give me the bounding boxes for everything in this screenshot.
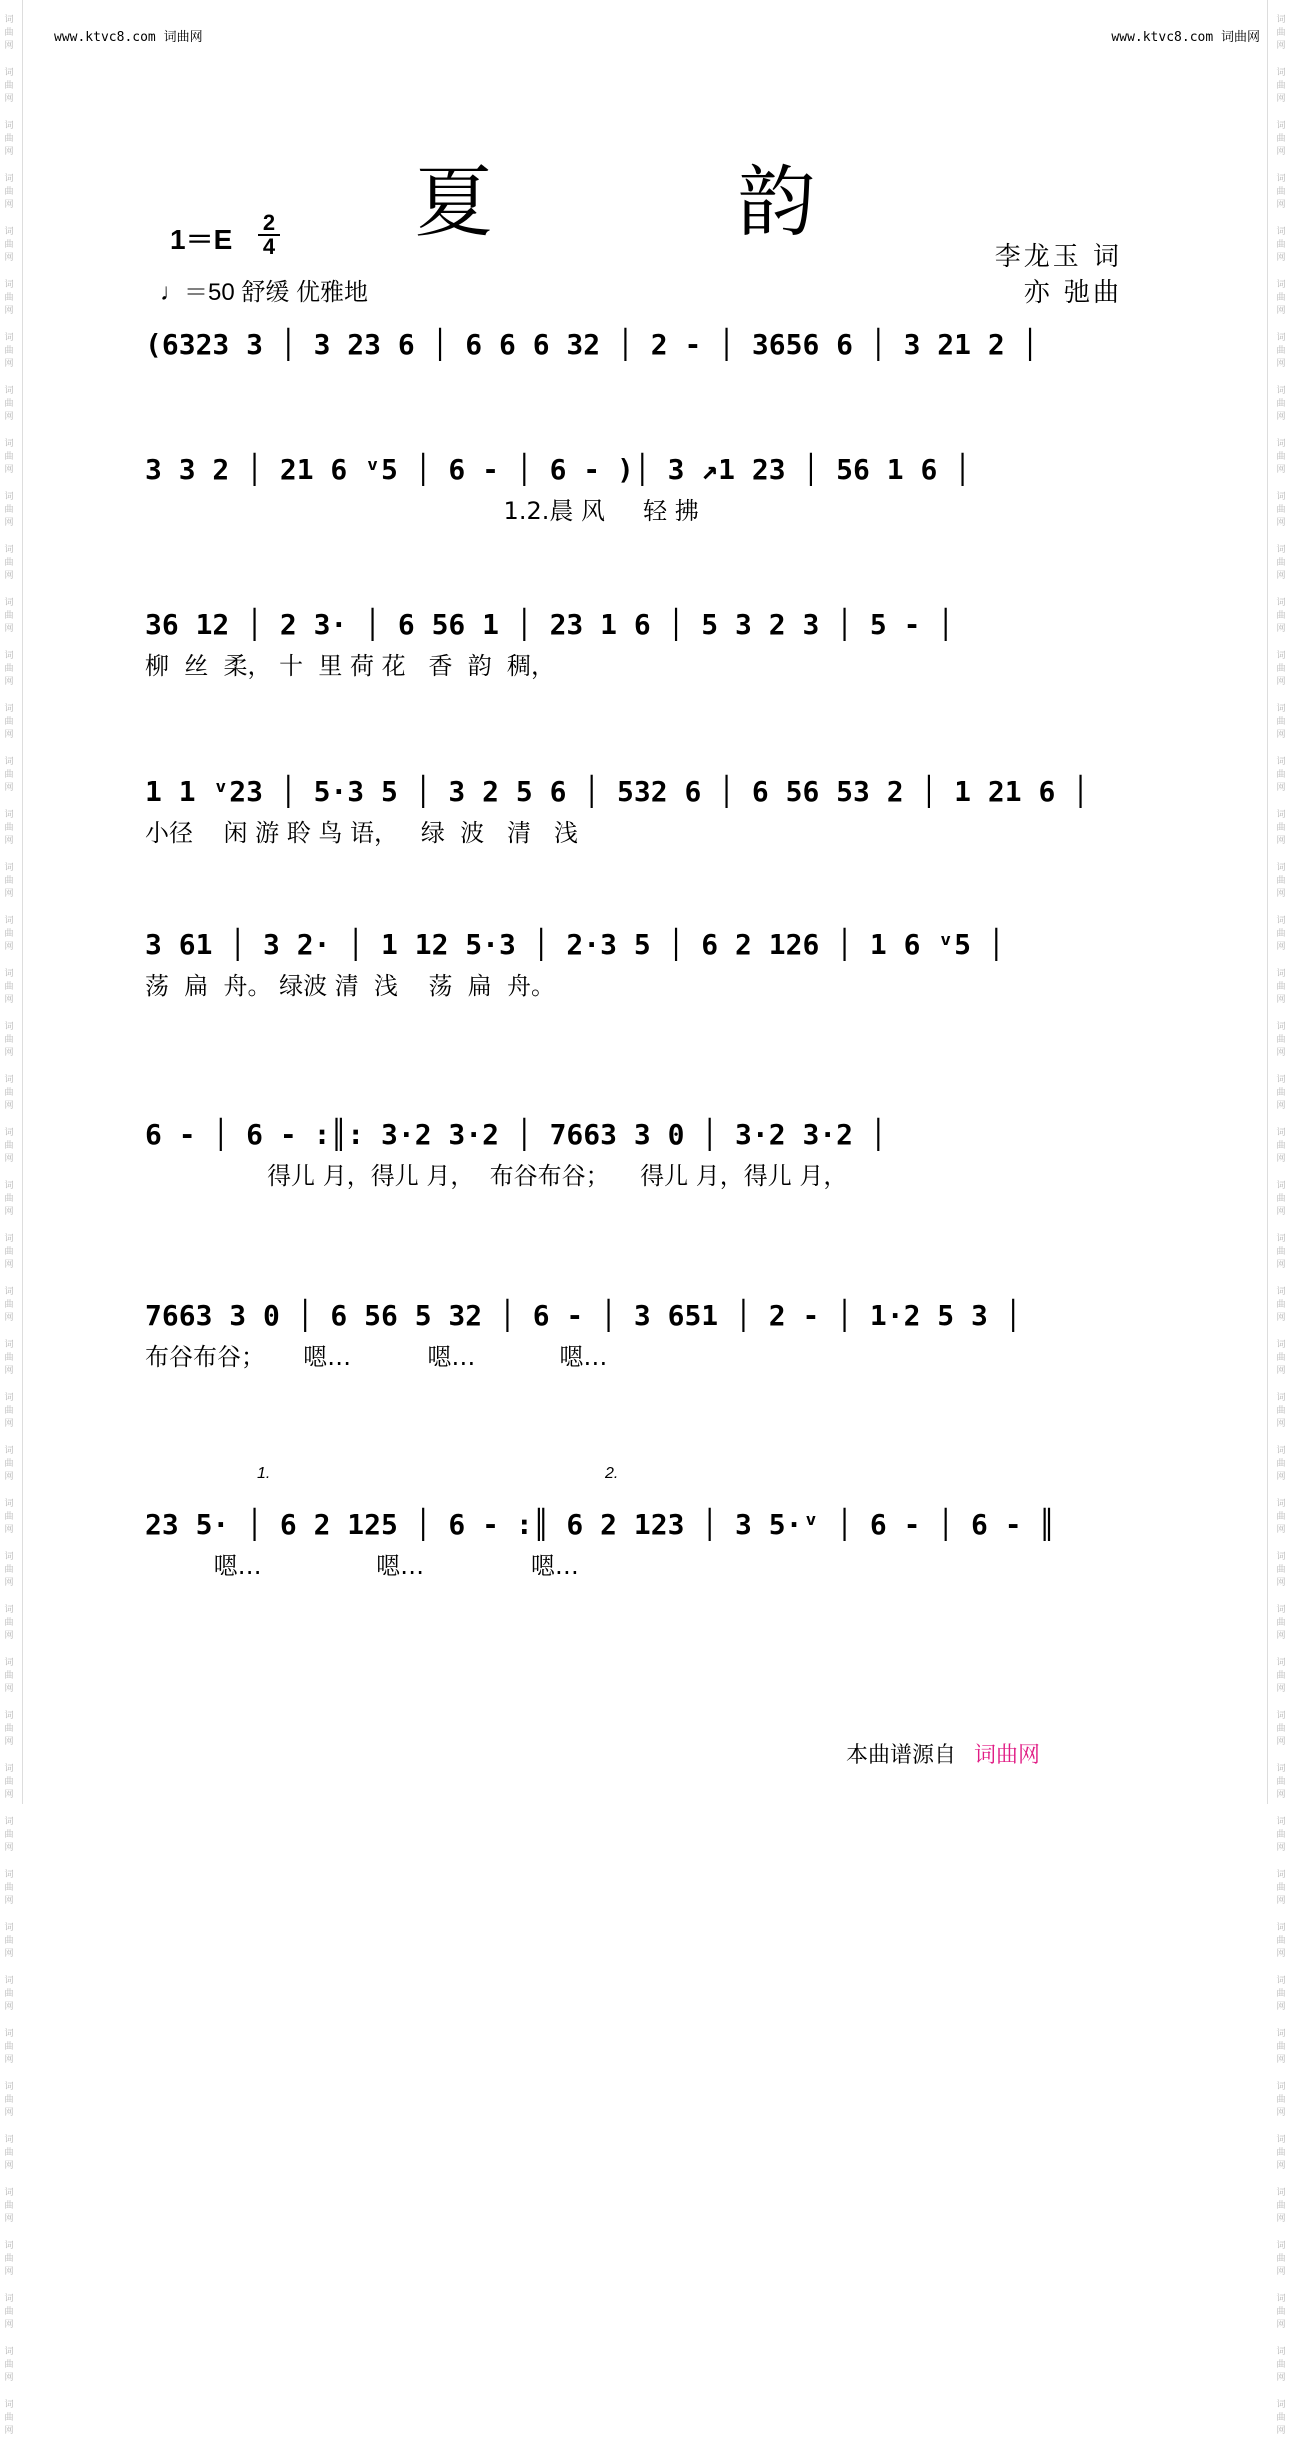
side-watermark-text: 词 曲 网 — [4, 1817, 14, 1853]
side-watermark-text: 词 曲 网 — [4, 1446, 14, 1482]
side-watermark-text: 词 曲 网 — [1276, 545, 1286, 581]
side-watermark-text: 词 曲 网 — [1276, 1976, 1286, 2012]
side-watermark-text: 词 曲 网 — [1276, 386, 1286, 422]
side-watermark-text: 词 曲 网 — [4, 333, 14, 369]
side-watermark-text: 词 曲 网 — [4, 863, 14, 899]
side-watermark-text: 词 曲 网 — [1276, 492, 1286, 528]
side-watermark-text: 词 曲 网 — [1276, 2294, 1286, 2330]
lyrics-line: 1.2.晨 风 轻 拂 — [145, 497, 699, 525]
right-watermark-strip — [1272, 0, 1290, 2436]
side-watermark-text: 词 曲 网 — [4, 1128, 14, 1164]
footer-text: 本曲谱源自 — [845, 1742, 956, 1767]
side-watermark-text: 词 曲 网 — [1276, 280, 1286, 316]
side-watermark-text: 词 曲 网 — [4, 1340, 14, 1376]
side-watermark-text: 词 曲 网 — [4, 1552, 14, 1588]
side-watermark-text: 词 曲 网 — [4, 68, 14, 104]
side-watermark-text: 词 曲 网 — [4, 1923, 14, 1959]
side-watermark-text: 词 曲 网 — [1276, 1711, 1286, 1747]
volta-first: 1. — [257, 1465, 271, 1482]
side-watermark-text: 词 曲 网 — [4, 2241, 14, 2277]
side-watermark-text: 词 曲 网 — [4, 1764, 14, 1800]
side-watermark-text: 词 曲 网 — [1276, 2135, 1286, 2171]
lyrics-line: 小径 闲 游 聆 鸟 语， 绿 波 清 浅 — [145, 819, 578, 847]
lyrics-line: 柳 丝 柔， 十 里 荷 花 香 韵 稠， — [145, 652, 556, 680]
side-watermark-text: 词 曲 网 — [1276, 969, 1286, 1005]
score-row — [145, 1465, 1155, 1655]
side-watermark-text: 词 曲 网 — [1276, 1499, 1286, 1535]
composer-credit: 亦 弛曲 — [1023, 278, 1122, 308]
score-row — [145, 772, 1155, 922]
side-watermark-text: 词 曲 网 — [1276, 2400, 1286, 2436]
side-watermark-text: 词 曲 网 — [4, 2188, 14, 2224]
side-watermark-text: 词 曲 网 — [1276, 1234, 1286, 1270]
side-watermark-text: 词 曲 网 — [4, 2082, 14, 2118]
score-row — [145, 1115, 1155, 1265]
side-watermark-text: 词 曲 网 — [1276, 757, 1286, 793]
side-watermark-text: 词 曲 网 — [1276, 174, 1286, 210]
score-row — [145, 1296, 1155, 1446]
side-watermark-text: 词 曲 网 — [1276, 863, 1286, 899]
side-watermark-text: 词 曲 网 — [4, 598, 14, 634]
side-watermark-text: 词 曲 网 — [1276, 2347, 1286, 2383]
side-watermark-text: 词 曲 网 — [1276, 1393, 1286, 1429]
footer-site-link[interactable]: 词曲网 — [973, 1742, 1040, 1767]
notation-line: (6323 3 │ 3 23 6 │ 6 6 6 32 │ 2 - │ 3656 6 │ 3 21 2 │ — [145, 328, 1039, 361]
right-border-line — [1267, 0, 1268, 1804]
side-watermark-text: 词 曲 网 — [4, 492, 14, 528]
side-watermark-text: 词 曲 网 — [4, 227, 14, 263]
score-row — [145, 605, 1155, 755]
side-watermark-text: 词 曲 网 — [1276, 1446, 1286, 1482]
volta-second: 2. — [605, 1465, 619, 1482]
side-watermark-text: 词 曲 网 — [4, 1181, 14, 1217]
lyrics-line: 布谷布谷； 嗯… 嗯… 嗯… — [145, 1343, 608, 1371]
side-watermark-text: 词 曲 网 — [4, 2294, 14, 2330]
side-watermark-text: 词 曲 网 — [4, 1393, 14, 1429]
side-watermark-text: 词 曲 网 — [1276, 1022, 1286, 1058]
side-watermark-text: 词 曲 网 — [1276, 1817, 1286, 1853]
side-watermark-text: 词 曲 网 — [4, 1234, 14, 1270]
lyrics-line: 嗯… 嗯… 嗯… — [145, 1552, 579, 1580]
left-border-line — [22, 0, 23, 1804]
side-watermark-text: 词 曲 网 — [1276, 1870, 1286, 1906]
time-signature: $\frac{2}{4}$ — [258, 212, 280, 258]
side-watermark-text: 词 曲 网 — [1276, 704, 1286, 740]
source-footer — [846, 1738, 1040, 1769]
side-watermark-text: 词 曲 网 — [4, 2135, 14, 2171]
side-watermark-text: 词 曲 网 — [4, 174, 14, 210]
side-watermark-text: 词 曲 网 — [1276, 68, 1286, 104]
lyrics-line: 得儿 月，得儿 月， 布谷布谷； 得儿 月，得儿 月， — [145, 1162, 848, 1190]
side-watermark-text: 词 曲 网 — [4, 916, 14, 952]
side-watermark-text: 词 曲 网 — [4, 704, 14, 740]
side-watermark-text: 词 曲 网 — [4, 1605, 14, 1641]
side-watermark-text: 词 曲 网 — [1276, 1075, 1286, 1111]
side-watermark-text: 词 曲 网 — [1276, 227, 1286, 263]
side-watermark-text: 词 曲 网 — [4, 651, 14, 687]
side-watermark-text: 词 曲 网 — [1276, 1764, 1286, 1800]
side-watermark-text: 词 曲 网 — [1276, 121, 1286, 157]
side-watermark-text: 词 曲 网 — [1276, 1923, 1286, 1959]
side-watermark-text: 词 曲 网 — [1276, 1181, 1286, 1217]
side-watermark-text: 词 曲 网 — [1276, 810, 1286, 846]
side-watermark-text: 词 曲 网 — [1276, 1128, 1286, 1164]
notation-line: 1 1 ᵛ23 │ 5·3 5 │ 3 2 5 6 │ 532 6 │ 6 56 53 2 │ 1 21 6 │ — [145, 775, 1090, 808]
side-watermark-text: 词 曲 网 — [4, 1870, 14, 1906]
score-row — [145, 925, 1155, 1075]
side-watermark-text: 词 曲 网 — [1276, 916, 1286, 952]
side-watermark-text: 词 曲 网 — [4, 280, 14, 316]
side-watermark-text: 词 曲 网 — [4, 2029, 14, 2065]
side-watermark-text: 词 曲 网 — [1276, 15, 1286, 51]
side-watermark-text: 词 曲 网 — [4, 545, 14, 581]
side-watermark-text: 词 曲 网 — [4, 2400, 14, 2436]
side-watermark-text: 词 曲 网 — [1276, 1605, 1286, 1641]
side-watermark-text: 词 曲 网 — [4, 1499, 14, 1535]
side-watermark-text: 词 曲 网 — [4, 1711, 14, 1747]
side-watermark-text: 词 曲 网 — [1276, 333, 1286, 369]
key-signature: 1＝E — [170, 224, 233, 255]
notation-line: 23 5· │ 6 2 125 │ 6 - :║ 6 2 123 │ 3 5·ᵛ │ 6 - │ 6 - ║ — [145, 1508, 1056, 1541]
song-title: 夏 韵 — [414, 158, 926, 248]
tempo-marking: ♩＝50 舒缓 优雅地 — [160, 279, 369, 306]
side-watermark-text: 词 曲 网 — [4, 2347, 14, 2383]
side-watermark-text: 词 曲 网 — [1276, 2082, 1286, 2118]
side-watermark-text: 词 曲 网 — [1276, 439, 1286, 475]
side-watermark-text: 词 曲 网 — [1276, 1658, 1286, 1694]
side-watermark-text: 词 曲 网 — [4, 1976, 14, 2012]
notation-line: 7663 3 0 │ 6 56 5 32 │ 6 - │ 3 651 │ 2 - │ 1·2 5 3 │ — [145, 1299, 1022, 1332]
side-watermark-text: 词 曲 网 — [4, 1022, 14, 1058]
side-watermark-text: 词 曲 网 — [4, 757, 14, 793]
side-watermark-text: 词 曲 网 — [1276, 651, 1286, 687]
side-watermark-text: 词 曲 网 — [1276, 2029, 1286, 2065]
side-watermark-text: 词 曲 网 — [4, 386, 14, 422]
side-watermark-text: 词 曲 网 — [4, 1658, 14, 1694]
side-watermark-text: 词 曲 网 — [4, 439, 14, 475]
lyrics-line: 荡 扁 舟。 绿波 清 浅 荡 扁 舟。 — [145, 972, 556, 1000]
notation-line: 36 12 │ 2 3· │ 6 56 1 │ 23 1 6 │ 5 3 2 3 │ 5 - │ — [145, 608, 955, 641]
side-watermark-text: 词 曲 网 — [4, 15, 14, 51]
side-watermark-text: 词 曲 网 — [4, 121, 14, 157]
side-watermark-text: 词 曲 网 — [1276, 2241, 1286, 2277]
lyricist-credit: 李龙玉 词 — [994, 242, 1122, 272]
notation-line: 3 3 2 │ 21 6 ᵛ5 │ 6 - │ 6 - )│ 3 ↗1 23 │ 56 1 6 │ — [145, 453, 972, 486]
side-watermark-text: 词 曲 网 — [1276, 1340, 1286, 1376]
side-watermark-text: 词 曲 网 — [1276, 2188, 1286, 2224]
notation-line: 3 61 │ 3 2· │ 1 12 5·3 │ 2·3 5 │ 6 2 126 │ 1 6 ᵛ5 │ — [145, 928, 1005, 961]
score-row — [145, 450, 1155, 600]
notation-line: 6 - │ 6 - :║: 3·2 3·2 │ 7663 3 0 │ 3·2 3·2 │ — [145, 1118, 887, 1151]
header-right-link[interactable]: www.ktvc8.com 词曲网 — [1111, 30, 1260, 45]
side-watermark-text: 词 曲 网 — [1276, 1552, 1286, 1588]
side-watermark-text: 词 曲 网 — [1276, 1287, 1286, 1323]
side-watermark-text: 词 曲 网 — [4, 1287, 14, 1323]
side-watermark-text: 词 曲 网 — [4, 969, 14, 1005]
side-watermark-text: 词 曲 网 — [1276, 598, 1286, 634]
header-left-link[interactable]: www.ktvc8.com 词曲网 — [54, 30, 203, 45]
left-watermark-strip — [0, 0, 18, 2436]
side-watermark-text: 词 曲 网 — [4, 810, 14, 846]
side-watermark-text: 词 曲 网 — [4, 1075, 14, 1111]
